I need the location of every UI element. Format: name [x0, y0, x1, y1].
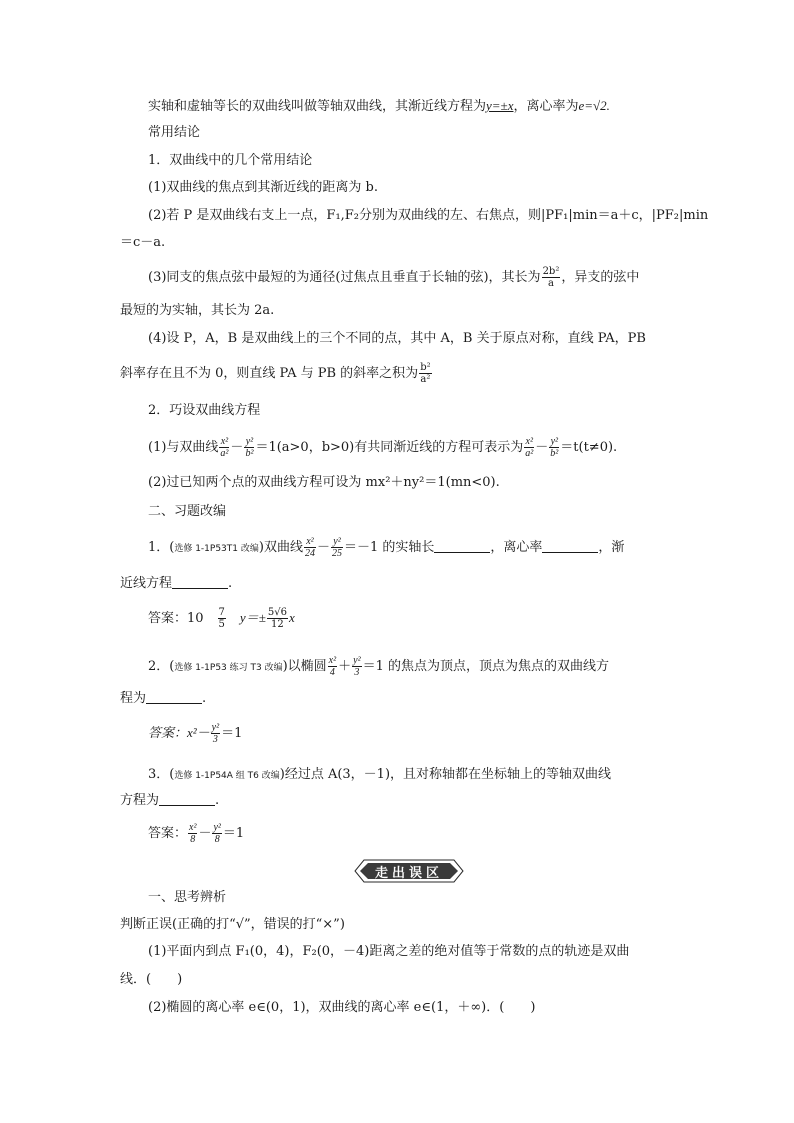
conclusion-2b: ＝c－a.	[120, 235, 166, 250]
text: (1)与双曲线	[148, 440, 219, 455]
answer-3: 答案： $\frac{\text{x²}}{8}$ － $\frac{\text{y²}}{8}$ ＝1	[148, 822, 245, 845]
answer-blank[interactable]	[159, 793, 215, 806]
text: 3．(	[148, 767, 175, 782]
heading-equation-tricks: 2．巧设双曲线方程	[148, 403, 261, 418]
line-equiaxial	[148, 97, 610, 116]
judge-instructions: 判断正误(正确的打“√”，错误的打“×”)	[120, 917, 345, 932]
text: ，异支的弦中	[561, 270, 640, 285]
question-1a: 1．(选修 1-1P53T1 改编)双曲线 $\frac{\text{x²}}{24}$ － $\frac{\text{y²}}{25}$ ＝－1 的实轴长 ，离心率 ，渐	[148, 536, 625, 559]
banner-title: 走出误区	[374, 866, 443, 881]
numerator: 7	[218, 607, 225, 618]
fraction: $\frac{\text{y²}}{3}$	[353, 655, 361, 678]
answer-blank[interactable]	[146, 691, 202, 704]
conclusion-3b: 最短的为实轴，其长为 2a.	[120, 303, 275, 318]
conclusion-4b	[120, 362, 433, 385]
fraction	[419, 362, 431, 385]
fraction: $\frac{\text{y²}}{\text{b²}}$	[550, 436, 559, 459]
denominator: a²	[420, 374, 431, 385]
text: ＝1(a>0，b>0)有共同渐近线的方程可表示为	[255, 440, 524, 455]
fraction	[542, 266, 561, 289]
answer-blank[interactable]	[434, 540, 490, 553]
question-3b	[120, 792, 219, 810]
fraction: $\frac{\text{x²}}{24}$	[304, 536, 315, 559]
question-2a: 2．(选修 1-1P53 练习 T3 改编)以椭圆 $\frac{\text{x²}}{4}$ ＋ $\frac{\text{y²}}{3}$ ＝1 的焦点为顶点，顶点为焦点的双曲线方	[148, 655, 609, 678]
eccentricity-eq: e=√2.	[578, 98, 610, 113]
fraction: $\frac{\text{x²}}{\text{a²}}$	[220, 436, 229, 459]
fraction: $\frac{\text{x²}}{\text{a²}}$	[525, 436, 534, 459]
numerator: 5√6	[267, 607, 287, 618]
trick-1: (1)与双曲线 $\frac{\text{x²}}{\text{a²}}$ － $\frac{\text{y²}}{\text{b²}}$ ＝1(a>0，b>0)有共同渐近线的方程可表示为 $\frac{\text{x²}}{\text{a²}}$ － $\frac{\text{y²}}{\text{b²}}$ ＝t(t≠0).	[148, 436, 618, 459]
text: y＝±	[226, 610, 266, 625]
text: .	[215, 793, 220, 808]
text: ＝t(t≠0).	[560, 440, 618, 455]
text: ，渐	[598, 540, 625, 555]
answer-blank[interactable]	[542, 540, 598, 553]
answer-2	[148, 722, 242, 745]
text: .	[228, 576, 233, 591]
trick-2: (2)过已知两个点的双曲线方程可设为 mx²＋ny²＝1(mn<0).	[148, 475, 500, 490]
text: 方程为	[120, 793, 160, 808]
text: 答案：	[148, 826, 188, 841]
text: x	[288, 610, 295, 625]
question-3a	[148, 766, 611, 785]
source-tag: 选修 1-1P53 练习 T3 改编	[174, 663, 283, 673]
heading-conclusions: 常用结论	[148, 125, 201, 140]
text: 程为	[120, 691, 147, 706]
section-banner	[354, 859, 464, 883]
fraction	[218, 607, 226, 630]
text: ＝1	[221, 726, 243, 741]
text: ＝1 的焦点为顶点，顶点为焦点的双曲线方	[362, 659, 609, 674]
conclusion-3a	[148, 266, 639, 289]
fraction: $\frac{\text{x²}}{8}$	[189, 822, 197, 845]
fraction: $\frac{\text{x²}}{4}$	[328, 655, 337, 678]
text: 2．(	[148, 659, 175, 674]
text: 近线方程	[120, 576, 173, 591]
denominator: 5	[218, 619, 225, 630]
conclusion-1: (1)双曲线的焦点到其渐近线的距离为 b.	[148, 180, 379, 195]
text: )经过点 A(3，－1)，且对称轴都在坐标轴上的等轴双曲线	[279, 767, 612, 782]
denominator: a	[547, 278, 554, 289]
judge-item-1b: 线．( )	[120, 972, 183, 987]
answer-1	[148, 607, 295, 630]
text: 实轴和虚轴等长的双曲线叫做等轴双曲线，其渐近线方程为	[148, 99, 487, 114]
asymptote-eq: y=±x	[486, 98, 514, 113]
heading-hyperbola-conclusions: 1．双曲线中的几个常用结论	[148, 153, 313, 168]
heading-think: 一、思考辨析	[148, 890, 227, 905]
judge-item-1a: (1)平面内到点 F₁(0，4)，F₂(0，－4)距离之差的绝对值等于常数的点的轨迹是双曲	[148, 944, 630, 959]
text: 斜率存在且不为 0，则直线 PA 与 PB 的斜率之积为	[120, 366, 419, 381]
conclusion-4a: (4)设 P，A，B 是双曲线上的三个不同的点，其中 A，B 关于原点对称，直线 PA，PB	[148, 331, 646, 346]
fraction: $\frac{\text{y²}}{\text{b²}}$	[245, 436, 254, 459]
fraction	[267, 607, 288, 630]
heading-exercises: 二、习题改编	[148, 504, 227, 519]
text: ＝－1 的实轴长	[343, 540, 435, 555]
judge-item-2: (2)椭圆的离心率 e∈(0，1)，双曲线的离心率 e∈(1，＋∞)．( )	[148, 1000, 536, 1015]
numerator: b²	[420, 362, 431, 373]
fraction: $\frac{\text{y²}}{3}$	[211, 722, 220, 745]
text: (3)同支的焦点弦中最短的为通径(过焦点且垂直于长轴的弦)，其长为	[148, 270, 541, 285]
source-tag: 选修 1-1P54A 组 T6 改编	[174, 771, 280, 781]
numerator: 2b²	[542, 266, 560, 277]
fraction: $\frac{\text{y²}}{8}$	[213, 822, 221, 845]
text: ，离心率	[490, 540, 543, 555]
text: 答案：x²－	[148, 725, 210, 740]
text: )双曲线	[258, 540, 303, 555]
denominator: 12	[271, 619, 284, 630]
question-2b	[120, 690, 206, 708]
answer-blank[interactable]	[172, 576, 228, 589]
text: ＝1	[222, 826, 245, 841]
text: 答案：10	[148, 611, 217, 626]
text: ，离心率为	[513, 99, 579, 114]
question-1b	[120, 575, 232, 593]
conclusion-2a: (2)若 P 是双曲线右支上一点，F₁,F₂分别为双曲线的左、右焦点，则|PF₁|min＝a＋c，|PF₂|min	[148, 208, 709, 223]
fraction: $\frac{\text{y²}}{25}$	[331, 536, 342, 559]
text: )以椭圆	[282, 659, 327, 674]
source-tag: 选修 1-1P53T1 改编	[174, 544, 259, 554]
text: 1．(	[148, 540, 175, 555]
text: .	[202, 691, 207, 706]
